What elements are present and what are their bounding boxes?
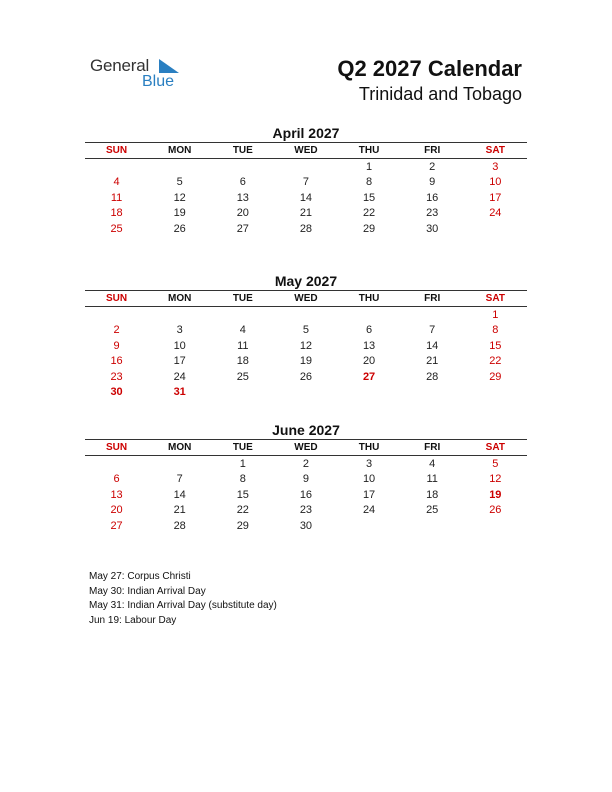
weekday-label-thu: THU <box>358 293 380 304</box>
day-cell: 15 <box>362 191 376 204</box>
week-row <box>85 472 527 488</box>
week-row <box>85 307 527 323</box>
weekday-label-wed: WED <box>294 442 318 453</box>
day-cell: 5 <box>302 324 309 337</box>
brand-logo <box>90 56 190 92</box>
day-cell: 23 <box>110 370 123 383</box>
week-row <box>85 323 527 339</box>
day-cell: 7 <box>176 473 183 486</box>
month-title: May 2027 <box>274 273 338 289</box>
day-cell: 16 <box>110 355 123 368</box>
day-cell: 23 <box>299 504 313 517</box>
day-cell: 20 <box>236 207 249 220</box>
day-cell: 6 <box>239 176 246 189</box>
day-cell: 13 <box>236 191 249 204</box>
month-weeks <box>85 307 527 400</box>
day-cell: 30 <box>426 222 439 235</box>
day-cell: 7 <box>302 176 309 189</box>
weekday-label-thu: THU <box>358 145 380 156</box>
day-cell: 2 <box>113 324 120 337</box>
day-cell: 13 <box>362 339 376 352</box>
day-cell: 10 <box>489 176 502 189</box>
day-cell: 6 <box>113 473 120 486</box>
day-cell: 14 <box>299 191 313 204</box>
weekday-label-sat: SAT <box>485 442 505 453</box>
day-cell: 26 <box>173 222 186 235</box>
day-cell: 21 <box>299 207 313 220</box>
day-cell: 19 <box>489 488 502 501</box>
day-cell: 26 <box>299 370 313 383</box>
day-cell: 11 <box>110 191 123 204</box>
week-row <box>85 338 527 354</box>
week-row <box>85 385 527 401</box>
day-cell: 18 <box>426 488 439 501</box>
day-cell: 12 <box>299 339 313 352</box>
day-cell: 14 <box>426 339 439 352</box>
weekday-label-mon: MON <box>168 145 192 156</box>
day-cell: 22 <box>362 207 376 220</box>
day-cell: 21 <box>426 355 439 368</box>
day-cell: 24 <box>362 504 376 517</box>
day-cell: 17 <box>489 191 502 204</box>
weekday-label-tue: TUE <box>232 442 253 453</box>
day-cell: 7 <box>429 324 436 337</box>
day-cell: 9 <box>302 473 309 486</box>
day-cell: 1 <box>366 160 373 173</box>
day-cell: 4 <box>239 324 246 337</box>
day-cell: 12 <box>173 191 186 204</box>
day-cell: 5 <box>492 457 499 470</box>
day-cell: 23 <box>426 207 439 220</box>
day-cell: 25 <box>236 370 249 383</box>
day-cell: 3 <box>492 160 499 173</box>
day-cell: 30 <box>110 386 123 399</box>
day-cell: 24 <box>489 207 502 220</box>
week-row <box>85 175 527 191</box>
week-row <box>85 503 527 519</box>
day-cell: 4 <box>429 457 436 470</box>
day-cell: 27 <box>236 222 249 235</box>
day-cell: 3 <box>366 457 373 470</box>
weekday-label-sun: SUN <box>106 145 128 156</box>
day-cell: 11 <box>426 473 438 486</box>
day-cell: 9 <box>113 339 120 352</box>
day-cell: 4 <box>113 176 120 189</box>
day-cell: 8 <box>239 473 246 486</box>
weekday-label-fri: FRI <box>424 145 441 156</box>
month-title: April 2027 <box>272 125 340 141</box>
week-row <box>85 518 527 534</box>
day-cell: 16 <box>426 191 439 204</box>
day-cell: 9 <box>429 176 436 189</box>
day-cell: 30 <box>299 519 313 532</box>
day-cell: 22 <box>236 504 249 517</box>
week-row <box>85 221 527 237</box>
weekday-label-fri: FRI <box>424 442 441 453</box>
logo-flag-icon <box>159 59 179 73</box>
holiday-list <box>89 570 277 628</box>
week-row <box>85 206 527 222</box>
weekday-header-row <box>85 439 527 456</box>
weekday-label-sat: SAT <box>485 293 505 304</box>
weekday-header-row <box>85 142 527 159</box>
day-cell: 29 <box>362 222 376 235</box>
brand-name-blue: Blue <box>142 73 175 90</box>
weekday-label-sun: SUN <box>106 293 128 304</box>
week-row <box>85 456 527 472</box>
day-cell: 26 <box>489 504 502 517</box>
day-cell: 1 <box>492 308 499 321</box>
day-cell: 25 <box>426 504 439 517</box>
day-cell: 2 <box>302 457 309 470</box>
day-cell: 21 <box>173 504 186 517</box>
day-cell: 24 <box>173 370 186 383</box>
month-calendar-april <box>85 125 527 237</box>
day-cell: 16 <box>299 488 313 501</box>
day-cell: 18 <box>110 207 123 220</box>
weekday-label-thu: THU <box>358 442 380 453</box>
day-cell: 15 <box>236 488 249 501</box>
day-cell: 17 <box>362 488 376 501</box>
weekday-label-mon: MON <box>168 293 192 304</box>
day-cell: 3 <box>176 324 183 337</box>
weekday-label-sun: SUN <box>106 442 128 453</box>
day-cell: 1 <box>239 457 246 470</box>
day-cell: 8 <box>492 324 499 337</box>
day-cell: 19 <box>173 207 186 220</box>
page-title: Q2 2027 Calendar <box>337 56 522 81</box>
week-row <box>85 369 527 385</box>
holiday-item: May 31: Indian Arrival Day (substitute day) <box>89 600 277 611</box>
day-cell: 17 <box>173 355 186 368</box>
week-row <box>85 354 527 370</box>
month-calendar-may <box>85 273 527 400</box>
day-cell: 8 <box>366 176 373 189</box>
day-cell: 29 <box>489 370 502 383</box>
weekday-label-wed: WED <box>294 145 318 156</box>
day-cell: 10 <box>362 473 376 486</box>
weekday-label-tue: TUE <box>232 293 253 304</box>
day-cell: 31 <box>173 386 186 399</box>
week-row <box>85 190 527 206</box>
day-cell: 20 <box>362 355 376 368</box>
weekday-label-fri: FRI <box>424 293 441 304</box>
weekday-label-mon: MON <box>168 442 192 453</box>
day-cell: 5 <box>176 176 183 189</box>
weekday-label-sat: SAT <box>485 145 505 156</box>
day-cell: 19 <box>299 355 313 368</box>
day-cell: 28 <box>426 370 439 383</box>
day-cell: 18 <box>236 355 249 368</box>
day-cell: 29 <box>236 519 249 532</box>
holiday-item: May 27: Corpus Christi <box>89 571 191 582</box>
day-cell: 27 <box>362 370 376 383</box>
day-cell: 13 <box>110 488 123 501</box>
day-cell: 25 <box>110 222 123 235</box>
day-cell: 6 <box>366 324 373 337</box>
weekday-header-row <box>85 290 527 307</box>
day-cell: 2 <box>429 160 436 173</box>
weekday-label-tue: TUE <box>232 145 253 156</box>
day-cell: 10 <box>173 339 186 352</box>
day-cell: 14 <box>173 488 186 501</box>
day-cell: 20 <box>110 504 123 517</box>
month-title: June 2027 <box>272 422 340 438</box>
weekday-label-wed: WED <box>294 293 318 304</box>
day-cell: 12 <box>489 473 502 486</box>
day-cell: 15 <box>489 339 502 352</box>
month-weeks <box>85 456 527 534</box>
week-row <box>85 159 527 175</box>
holiday-item: May 30: Indian Arrival Day <box>89 585 206 597</box>
page-subtitle: Trinidad and Tobago <box>358 84 522 104</box>
day-cell: 11 <box>237 339 249 352</box>
holiday-item: Jun 19: Labour Day <box>89 614 177 626</box>
day-cell: 22 <box>489 355 502 368</box>
month-weeks <box>85 159 527 237</box>
week-row <box>85 487 527 503</box>
month-calendar-june <box>85 422 527 534</box>
day-cell: 28 <box>299 222 313 235</box>
day-cell: 28 <box>173 519 186 532</box>
day-cell: 27 <box>110 519 123 532</box>
brand-name-general: General <box>90 56 150 75</box>
